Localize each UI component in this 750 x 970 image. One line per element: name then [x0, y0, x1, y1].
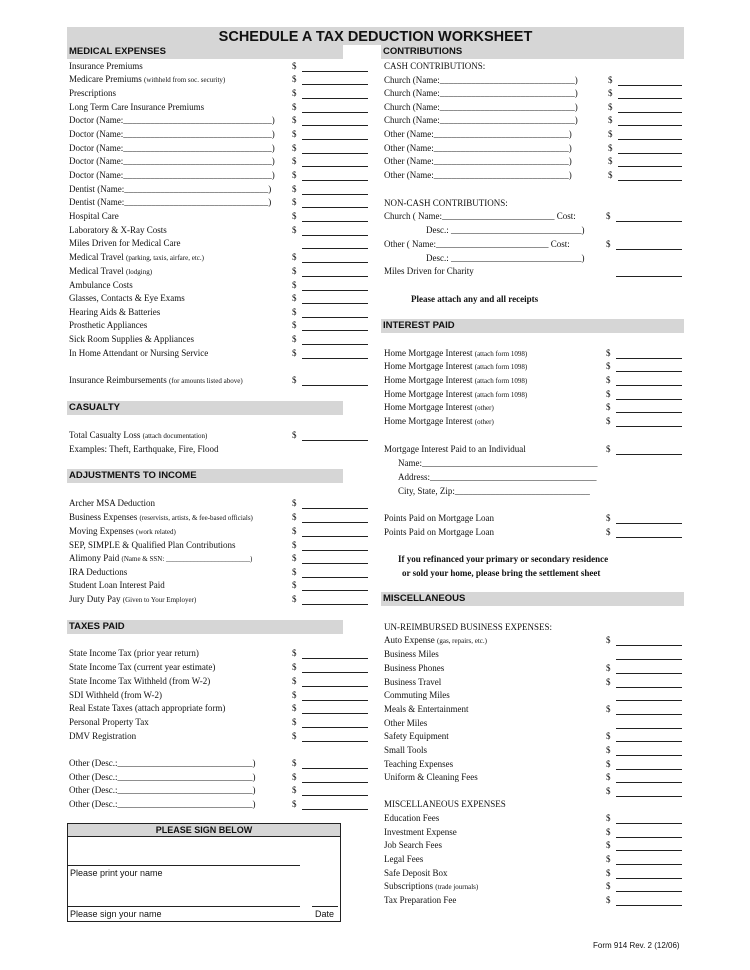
casualty-examples: Examples: Theft, Earthquake, Fire, Flood — [69, 444, 219, 454]
medical-item-field[interactable] — [302, 358, 368, 359]
dollar-sign: $ — [292, 580, 297, 590]
miles-charity-field[interactable] — [616, 276, 682, 277]
tax-other-item-label: Other (Desc.:______________________________) — [69, 785, 256, 795]
misc-expense-field[interactable] — [616, 878, 682, 879]
noncash-other-desc: Desc.: _____________________________) — [426, 253, 585, 263]
adjustment-item-label: Business Expenses (reservists, artists, & fee-based officials) — [69, 512, 253, 522]
dollar-sign: $ — [608, 156, 613, 166]
tax-item-field[interactable] — [302, 686, 368, 687]
dollar-sign: $ — [606, 854, 611, 864]
misc-expenses-header: MISCELLANEOUS EXPENSES — [384, 799, 506, 809]
medical-item-label: Medical Travel (lodging) — [69, 266, 153, 276]
points-label-1: Points Paid on Mortgage Loan — [384, 513, 494, 523]
cash-contribution-field[interactable] — [618, 139, 682, 140]
dollar-sign: $ — [292, 129, 297, 139]
medical-item-field[interactable] — [302, 344, 368, 345]
mortgage-interest-field[interactable] — [616, 385, 682, 386]
cash-contribution-label: Other (Name:______________________________) — [384, 129, 572, 139]
medical-item-field[interactable] — [302, 194, 368, 195]
cash-contribution-label: Church (Name:______________________________) — [384, 102, 578, 112]
medical-item-label: Laboratory & X-Ray Costs — [69, 225, 167, 235]
unreimbursed-item-field[interactable] — [616, 673, 682, 674]
print-name-label: Please print your name — [70, 868, 163, 878]
dollar-sign: $ — [606, 348, 611, 358]
misc-header: MISCELLANEOUS — [381, 592, 684, 606]
noncash-church-line: Church ( Name:_________________________ Cost: — [384, 211, 576, 221]
dollar-sign: $ — [606, 239, 611, 249]
cash-contribution-field[interactable] — [618, 153, 682, 154]
adjustment-item-label: Moving Expenses (work related) — [69, 526, 176, 536]
dollar-sign: $ — [606, 513, 611, 523]
dollar-sign: $ — [606, 635, 611, 645]
misc-expense-field[interactable] — [616, 823, 682, 824]
points-label-2: Points Paid on Mortgage Loan — [384, 527, 494, 537]
dollar-sign: $ — [608, 143, 613, 153]
medical-item-field[interactable] — [302, 276, 368, 277]
dollar-sign: $ — [606, 444, 611, 454]
medical-item-label: Hearing Aids & Batteries — [69, 307, 161, 317]
noncash-church-cost-field[interactable] — [616, 221, 682, 222]
cash-contribution-field[interactable] — [618, 125, 682, 126]
medical-item-label: Hospital Care — [69, 211, 119, 221]
dollar-sign: $ — [608, 129, 613, 139]
adjustment-item-field[interactable] — [302, 508, 368, 509]
mortgage-interest-label: Home Mortgage Interest (attach form 1098) — [384, 389, 528, 399]
individual-interest-field[interactable] — [616, 454, 682, 455]
dollar-sign: $ — [606, 211, 611, 221]
insurance-reimbursements-field[interactable] — [302, 385, 368, 386]
medical-item-field[interactable] — [302, 330, 368, 331]
individual-interest-label: Mortgage Interest Paid to an Individual — [384, 444, 526, 454]
dollar-sign: $ — [292, 662, 297, 672]
unreimbursed-item-label: Meals & Entertainment — [384, 704, 469, 714]
noncash-church-desc: Desc.: _____________________________) — [426, 225, 585, 235]
dollar-sign: $ — [606, 389, 611, 399]
medical-item-label: Glasses, Contacts & Eye Exams — [69, 293, 185, 303]
dollar-sign: $ — [292, 676, 297, 686]
dollar-sign: $ — [292, 320, 297, 330]
noncash-header: NON-CASH CONTRIBUTIONS: — [384, 198, 508, 208]
tax-other-item-field[interactable] — [302, 768, 368, 769]
interest-header: INTEREST PAID — [381, 319, 684, 333]
misc-expense-field[interactable] — [616, 837, 682, 838]
dollar-sign: $ — [606, 677, 611, 687]
cash-contribution-label: Church (Name:______________________________) — [384, 75, 578, 85]
dollar-sign: $ — [292, 266, 297, 276]
medical-item-field[interactable] — [302, 166, 368, 167]
unreimbursed-item-label: Small Tools — [384, 745, 427, 755]
medical-item-field[interactable] — [302, 71, 368, 72]
misc-expense-field[interactable] — [616, 850, 682, 851]
medical-item-label: In Home Attendant or Nursing Service — [69, 348, 209, 358]
dollar-sign: $ — [606, 416, 611, 426]
tax-item-field[interactable] — [302, 713, 368, 714]
date-line[interactable] — [312, 906, 338, 907]
casualty-header: CASUALTY — [67, 401, 343, 415]
medical-item-field[interactable] — [302, 112, 368, 113]
unreimbursed-item-label: Commuting Miles — [384, 690, 450, 700]
date-label: Date — [315, 909, 335, 919]
medical-item-label: Sick Room Supplies & Appliances — [69, 334, 194, 344]
mortgage-interest-field[interactable] — [616, 371, 682, 372]
individual-city-line[interactable]: City, State, Zip:______________________________ — [398, 486, 590, 496]
tax-item-label: Real Estate Taxes (attach appropriate form) — [69, 703, 226, 713]
dollar-sign: $ — [292, 88, 297, 98]
cash-contribution-field[interactable] — [618, 85, 682, 86]
dollar-sign: $ — [606, 745, 611, 755]
mortgage-interest-label: Home Mortgage Interest (attach form 1098) — [384, 348, 528, 358]
dollar-sign: $ — [292, 594, 297, 604]
individual-address-line[interactable]: Address:_____________________________________ — [398, 472, 597, 482]
medical-item-label: Doctor (Name:_________________________________) — [69, 115, 275, 125]
dollar-sign: $ — [606, 772, 611, 782]
misc-expense-label: Tax Preparation Fee — [384, 895, 457, 905]
medical-item-field[interactable] — [302, 235, 368, 236]
dollar-sign: $ — [292, 115, 297, 125]
dollar-sign: $ — [292, 648, 297, 658]
unreimbursed-item-field[interactable] — [616, 700, 682, 701]
dollar-sign: $ — [292, 252, 297, 262]
tax-item-field[interactable] — [302, 672, 368, 673]
cash-contribution-label: Other (Name:______________________________) — [384, 170, 572, 180]
points-field-2[interactable] — [616, 537, 682, 538]
dollar-sign: $ — [292, 375, 297, 385]
dollar-sign: $ — [606, 663, 611, 673]
medical-item-field[interactable] — [302, 317, 368, 318]
medical-item-label: Doctor (Name:_________________________________) — [69, 143, 275, 153]
dollar-sign: $ — [606, 813, 611, 823]
dollar-sign: $ — [292, 102, 297, 112]
print-name-line[interactable] — [68, 865, 300, 866]
unreimbursed-item-label: Safety Equipment — [384, 731, 449, 741]
unreimbursed-item-field[interactable] — [616, 714, 682, 715]
tax-other-item-label: Other (Desc.:______________________________) — [69, 772, 256, 782]
tax-item-field[interactable] — [302, 727, 368, 728]
signature-box — [67, 823, 341, 922]
cash-contribution-field[interactable] — [618, 112, 682, 113]
dollar-sign: $ — [606, 704, 611, 714]
dollar-sign: $ — [292, 307, 297, 317]
unreimbursed-item-field[interactable] — [616, 769, 682, 770]
dollar-sign: $ — [292, 553, 297, 563]
dollar-sign: $ — [292, 717, 297, 727]
worksheet-title: SCHEDULE A TAX DEDUCTION WORKSHEET — [67, 27, 684, 45]
dollar-sign: $ — [606, 881, 611, 891]
adjustment-item-label: SEP, SIMPLE & Qualified Plan Contributions — [69, 540, 236, 550]
mortgage-interest-field[interactable] — [616, 399, 682, 400]
adjustment-item-label: Jury Duty Pay (Given to Your Employer) — [69, 594, 197, 604]
dollar-sign: $ — [292, 184, 297, 194]
individual-name-line[interactable]: Name:_______________________________________ — [398, 458, 598, 468]
dollar-sign: $ — [292, 225, 297, 235]
cash-contribution-field[interactable] — [618, 180, 682, 181]
dollar-sign: $ — [292, 799, 297, 809]
medical-item-label: Dentist (Name:________________________________) — [69, 184, 272, 194]
unreimbursed-item-field[interactable] — [616, 659, 682, 660]
dollar-sign: $ — [608, 75, 613, 85]
cash-contribution-label: Church (Name:______________________________) — [384, 115, 578, 125]
dollar-sign: $ — [606, 786, 611, 796]
unreimbursed-header: UN-REIMBURSED BUSINESS EXPENSES: — [384, 622, 553, 632]
unreimbursed-item-label: Business Phones — [384, 663, 445, 673]
medical-item-field[interactable] — [302, 180, 368, 181]
dollar-sign: $ — [292, 143, 297, 153]
unreimbursed-item-field[interactable] — [616, 645, 682, 646]
dollar-sign: $ — [606, 375, 611, 385]
tax-item-label: State Income Tax (current year estimate) — [69, 662, 216, 672]
dollar-sign: $ — [606, 402, 611, 412]
cash-contributions-header: CASH CONTRIBUTIONS: — [384, 61, 486, 71]
misc-expense-label: Job Search Fees — [384, 840, 442, 850]
unreimbursed-item-label: Business Travel — [384, 677, 442, 687]
refinance-note-1: If you refinanced your primary or secondary residence — [398, 554, 609, 564]
tax-item-field[interactable] — [302, 658, 368, 659]
dollar-sign: $ — [292, 526, 297, 536]
dollar-sign: $ — [292, 498, 297, 508]
dollar-sign: $ — [292, 690, 297, 700]
unreimbursed-item-field[interactable] — [616, 687, 682, 688]
medical-item-field[interactable] — [302, 221, 368, 222]
misc-expense-label: Legal Fees — [384, 854, 424, 864]
unreimbursed-item-label: Auto Expense (gas, repairs, etc.) — [384, 635, 487, 645]
medical-item-field[interactable] — [302, 262, 368, 263]
medical-item-label: Insurance Premiums — [69, 61, 143, 71]
dollar-sign: $ — [292, 61, 297, 71]
adjustment-item-label: IRA Deductions — [69, 567, 128, 577]
dollar-sign: $ — [292, 772, 297, 782]
medical-item-field[interactable] — [302, 303, 368, 304]
medical-item-field[interactable] — [302, 290, 368, 291]
dollar-sign: $ — [606, 827, 611, 837]
medical-item-label: Long Term Care Insurance Premiums — [69, 102, 205, 112]
medical-item-label: Doctor (Name:_________________________________) — [69, 129, 275, 139]
misc-expense-field[interactable] — [616, 864, 682, 865]
misc-expense-field[interactable] — [616, 891, 682, 892]
dollar-sign: $ — [292, 280, 297, 290]
refinance-note-2: or sold your home, please bring the settlement sheet — [402, 568, 601, 578]
tax-item-field[interactable] — [302, 741, 368, 742]
medical-item-field[interactable] — [302, 98, 368, 99]
adjustment-item-label: Student Loan Interest Paid — [69, 580, 165, 590]
insurance-reimbursements-label: Insurance Reimbursements (for amounts listed above) — [69, 375, 243, 385]
dollar-sign: $ — [292, 74, 297, 84]
tax-item-label: State Income Tax Withheld (from W-2) — [69, 676, 211, 686]
tax-item-label: SDI Withheld (from W-2) — [69, 690, 163, 700]
tax-other-item-field[interactable] — [302, 782, 368, 783]
mortgage-interest-label: Home Mortgage Interest (attach form 1098) — [384, 361, 528, 371]
dollar-sign: $ — [292, 334, 297, 344]
points-field-1[interactable] — [616, 523, 682, 524]
dollar-sign: $ — [292, 758, 297, 768]
dollar-sign: $ — [292, 512, 297, 522]
unreimbursed-extra-field[interactable] — [616, 796, 682, 797]
contributions-header: CONTRIBUTIONS — [381, 45, 684, 59]
dollar-sign: $ — [606, 759, 611, 769]
medical-item-label: Doctor (Name:_________________________________) — [69, 156, 275, 166]
unreimbursed-item-label: Business Miles — [384, 649, 439, 659]
medical-item-label: Medicare Premiums (withheld from soc. security) — [69, 74, 226, 84]
medical-item-label: Medical Travel (parking, taxis, airfare, etc.) — [69, 252, 204, 262]
dollar-sign: $ — [292, 785, 297, 795]
mortgage-interest-label: Home Mortgage Interest (other) — [384, 402, 494, 412]
unreimbursed-item-field[interactable] — [616, 782, 682, 783]
dollar-sign: $ — [606, 868, 611, 878]
cash-contribution-field[interactable] — [618, 166, 682, 167]
dollar-sign: $ — [606, 527, 611, 537]
miles-charity-label: Miles Driven for Charity — [384, 266, 474, 276]
adjustment-item-field[interactable] — [302, 590, 368, 591]
dollar-sign: $ — [608, 88, 613, 98]
signature-header: PLEASE SIGN BELOW — [68, 824, 340, 837]
tax-item-label: DMV Registration — [69, 731, 137, 741]
dollar-sign: $ — [608, 170, 613, 180]
attach-receipts-note: Please attach any and all receipts — [411, 294, 539, 304]
dollar-sign: $ — [606, 895, 611, 905]
unreimbursed-item-label: Other Miles — [384, 718, 428, 728]
dollar-sign: $ — [608, 115, 613, 125]
unreimbursed-item-field[interactable] — [616, 728, 682, 729]
medical-item-label: Miles Driven for Medical Care — [69, 238, 181, 248]
medical-item-field[interactable] — [302, 248, 368, 249]
dollar-sign: $ — [606, 731, 611, 741]
misc-expense-label: Education Fees — [384, 813, 440, 823]
casualty-loss-field[interactable] — [302, 440, 368, 441]
noncash-other-cost-field[interactable] — [616, 249, 682, 250]
tax-item-label: State Income Tax (prior year return) — [69, 648, 199, 658]
medical-item-field[interactable] — [302, 84, 368, 85]
dollar-sign: $ — [292, 211, 297, 221]
medical-item-label: Dentist (Name:________________________________) — [69, 197, 272, 207]
dollar-sign: $ — [292, 567, 297, 577]
cash-contribution-label: Other (Name:______________________________) — [384, 156, 572, 166]
adjustment-item-field[interactable] — [302, 563, 368, 564]
sign-name-line[interactable] — [68, 906, 300, 907]
tax-other-item-label: Other (Desc.:______________________________) — [69, 758, 256, 768]
medical-item-field[interactable] — [302, 207, 368, 208]
dollar-sign: $ — [292, 170, 297, 180]
medical-item-label: Prosthetic Appliances — [69, 320, 148, 330]
tax-item-field[interactable] — [302, 700, 368, 701]
medical-item-field[interactable] — [302, 153, 368, 154]
tax-other-item-label: Other (Desc.:______________________________) — [69, 799, 256, 809]
mortgage-interest-label: Home Mortgage Interest (attach form 1098) — [384, 375, 528, 385]
adjustment-item-field[interactable] — [302, 577, 368, 578]
dollar-sign: $ — [292, 430, 297, 440]
medical-item-field[interactable] — [302, 125, 368, 126]
dollar-sign: $ — [292, 731, 297, 741]
adjustment-item-label: Alimony Paid (Name & SSN: ________________________) — [69, 553, 253, 563]
medical-item-field[interactable] — [302, 139, 368, 140]
medical-header: MEDICAL EXPENSES — [67, 45, 343, 59]
dollar-sign: $ — [292, 293, 297, 303]
adjustment-item-field[interactable] — [302, 604, 368, 605]
misc-expense-label: Subscriptions (trade journals) — [384, 881, 479, 891]
cash-contribution-label: Church (Name:______________________________) — [384, 88, 578, 98]
medical-item-label: Doctor (Name:_________________________________) — [69, 170, 275, 180]
misc-expense-label: Safe Deposit Box — [384, 868, 448, 878]
casualty-loss-label: Total Casualty Loss (attach documentation) — [69, 430, 208, 440]
misc-expense-field[interactable] — [616, 905, 682, 906]
dollar-sign: $ — [608, 102, 613, 112]
unreimbursed-item-field[interactable] — [616, 755, 682, 756]
sign-name-label: Please sign your name — [70, 909, 162, 919]
taxes-header: TAXES PAID — [67, 620, 343, 634]
adjustment-item-label: Archer MSA Deduction — [69, 498, 155, 508]
medical-item-label: Prescriptions — [69, 88, 116, 98]
cash-contribution-label: Other (Name:______________________________) — [384, 143, 572, 153]
mortgage-interest-label: Home Mortgage Interest (other) — [384, 416, 494, 426]
mortgage-interest-field[interactable] — [616, 358, 682, 359]
mortgage-interest-field[interactable] — [616, 412, 682, 413]
adjustment-item-field[interactable] — [302, 550, 368, 551]
unreimbursed-item-label: Uniform & Cleaning Fees — [384, 772, 478, 782]
noncash-other-line: Other ( Name:_________________________ Cost: — [384, 239, 570, 249]
tax-other-item-field[interactable] — [302, 795, 368, 796]
cash-contribution-field[interactable] — [618, 98, 682, 99]
adjustment-item-field[interactable] — [302, 522, 368, 523]
dollar-sign: $ — [606, 840, 611, 850]
dollar-sign: $ — [606, 361, 611, 371]
dollar-sign: $ — [292, 197, 297, 207]
adjustments-header: ADJUSTMENTS TO INCOME — [67, 469, 343, 483]
unreimbursed-item-label: Teaching Expenses — [384, 759, 454, 769]
misc-expense-label: Investment Expense — [384, 827, 457, 837]
tax-item-label: Personal Property Tax — [69, 717, 149, 727]
tax-other-item-field[interactable] — [302, 809, 368, 810]
dollar-sign: $ — [292, 703, 297, 713]
mortgage-interest-field[interactable] — [616, 426, 682, 427]
dollar-sign: $ — [292, 156, 297, 166]
dollar-sign: $ — [292, 540, 297, 550]
adjustment-item-field[interactable] — [302, 536, 368, 537]
dollar-sign: $ — [292, 348, 297, 358]
form-number: Form 914 Rev. 2 (12/06) — [593, 941, 680, 950]
unreimbursed-item-field[interactable] — [616, 741, 682, 742]
medical-item-label: Ambulance Costs — [69, 280, 133, 290]
